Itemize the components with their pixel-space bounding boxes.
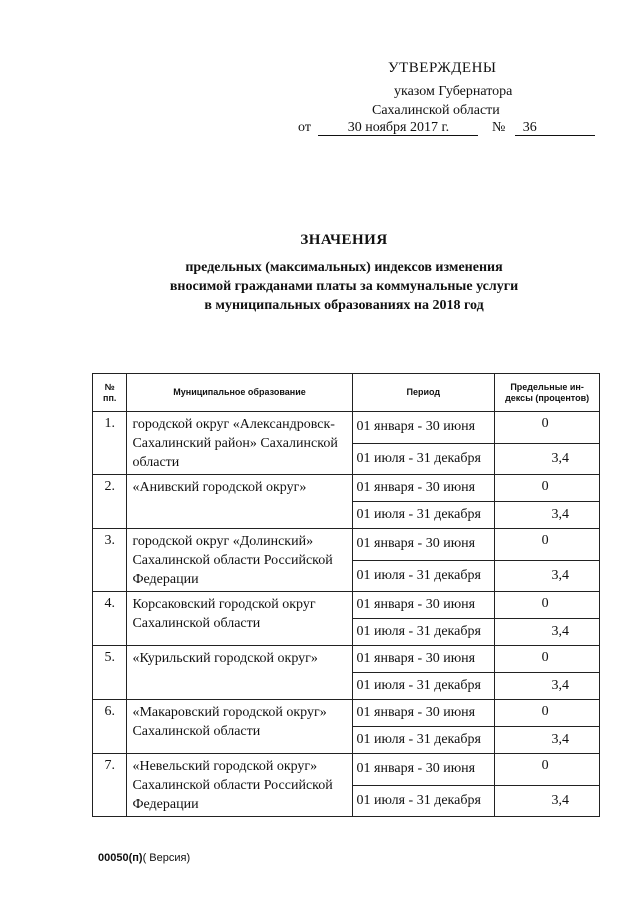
- row-number: 6.: [93, 700, 127, 754]
- index-value: 0: [495, 592, 600, 619]
- period-cell: 01 января - 30 июня: [352, 412, 495, 444]
- document-subtitle-line: предельных (максимальных) индексов изменения: [185, 260, 503, 275]
- table-row: [93, 529, 600, 561]
- row-number: 7.: [93, 754, 127, 817]
- table-row: [93, 475, 600, 502]
- municipality-name: «Невельский городской округ» Сахалинской области Российской Федерации: [127, 754, 352, 817]
- table-row: [93, 412, 600, 444]
- document-title: ЗНАЧЕНИЯ: [300, 232, 388, 248]
- row-number: 3.: [93, 529, 127, 592]
- date-label: от: [298, 120, 311, 135]
- document-subtitle-line: вносимой гражданами платы за коммунальные услуги: [169, 279, 519, 294]
- table-row: [93, 592, 600, 619]
- municipality-name: Корсаковский городской округ Сахалинской области: [127, 592, 352, 646]
- municipality-name: городской округ «Долинский» Сахалинской области Российской Федерации: [127, 529, 352, 592]
- row-number: 1.: [93, 412, 127, 475]
- period-cell: 01 января - 30 июня: [352, 475, 495, 502]
- period-cell: 01 июля - 31 декабря: [352, 785, 495, 817]
- index-value: 3,4: [495, 443, 600, 475]
- period-cell: 01 июля - 31 декабря: [352, 673, 495, 700]
- index-value: 0: [495, 754, 600, 786]
- decree-region: Сахалинской области: [372, 103, 500, 118]
- approved-title: УТВЕРЖДЕНЫ: [388, 60, 497, 76]
- period-cell: 01 января - 30 июня: [352, 646, 495, 673]
- period-cell: 01 июля - 31 декабря: [352, 502, 495, 529]
- period-cell: 01 января - 30 июня: [352, 700, 495, 727]
- municipality-name: «Макаровский городской округ» Сахалинской области: [127, 700, 352, 754]
- index-value: 3,4: [495, 785, 600, 817]
- period-cell: 01 января - 30 июня: [352, 754, 495, 786]
- header-municipality: Муниципальное образование: [127, 374, 352, 412]
- index-values-table: [92, 373, 600, 817]
- decree-date: 30 ноября 2017 г.: [318, 120, 478, 136]
- header-num: № пп.: [93, 374, 127, 412]
- index-value: 3,4: [495, 560, 600, 592]
- index-value: 3,4: [495, 673, 600, 700]
- header-period: Период: [352, 374, 495, 412]
- index-value: 0: [495, 646, 600, 673]
- index-value: 3,4: [495, 727, 600, 754]
- index-value: 0: [495, 700, 600, 727]
- index-value: 0: [495, 475, 600, 502]
- document-version: ( Версия): [142, 852, 191, 864]
- municipality-name: городской округ «Александровск-Сахалинский район» Сахалинской области: [127, 412, 352, 475]
- table-row: [93, 754, 600, 786]
- index-value: 0: [495, 529, 600, 561]
- table-row: [93, 700, 600, 727]
- row-number: 4.: [93, 592, 127, 646]
- municipality-name: «Курильский городской округ»: [127, 646, 352, 700]
- table-header-row: [93, 374, 600, 412]
- header-index: Предельные ин- дексы (процентов): [495, 374, 600, 412]
- index-value: 3,4: [495, 619, 600, 646]
- number-label: №: [491, 120, 506, 135]
- row-number: 5.: [93, 646, 127, 700]
- period-cell: 01 июля - 31 декабря: [352, 443, 495, 475]
- period-cell: 01 января - 30 июня: [352, 592, 495, 619]
- table-row: [93, 646, 600, 673]
- footer-code: [98, 852, 190, 864]
- period-cell: 01 июля - 31 декабря: [352, 727, 495, 754]
- document-subtitle-line: в муниципальных образованиях на 2018 год: [204, 298, 484, 313]
- decree-issuer: указом Губернатора: [394, 84, 513, 99]
- index-value: 3,4: [495, 502, 600, 529]
- document-code: 00050(п): [98, 852, 143, 864]
- decree-number: 36: [515, 120, 595, 136]
- municipality-name: «Анивский городской округ»: [127, 475, 352, 529]
- period-cell: 01 июля - 31 декабря: [352, 560, 495, 592]
- index-value: 0: [495, 412, 600, 444]
- row-number: 2.: [93, 475, 127, 529]
- period-cell: 01 июля - 31 декабря: [352, 619, 495, 646]
- decree-date-row: [298, 120, 595, 136]
- period-cell: 01 января - 30 июня: [352, 529, 495, 561]
